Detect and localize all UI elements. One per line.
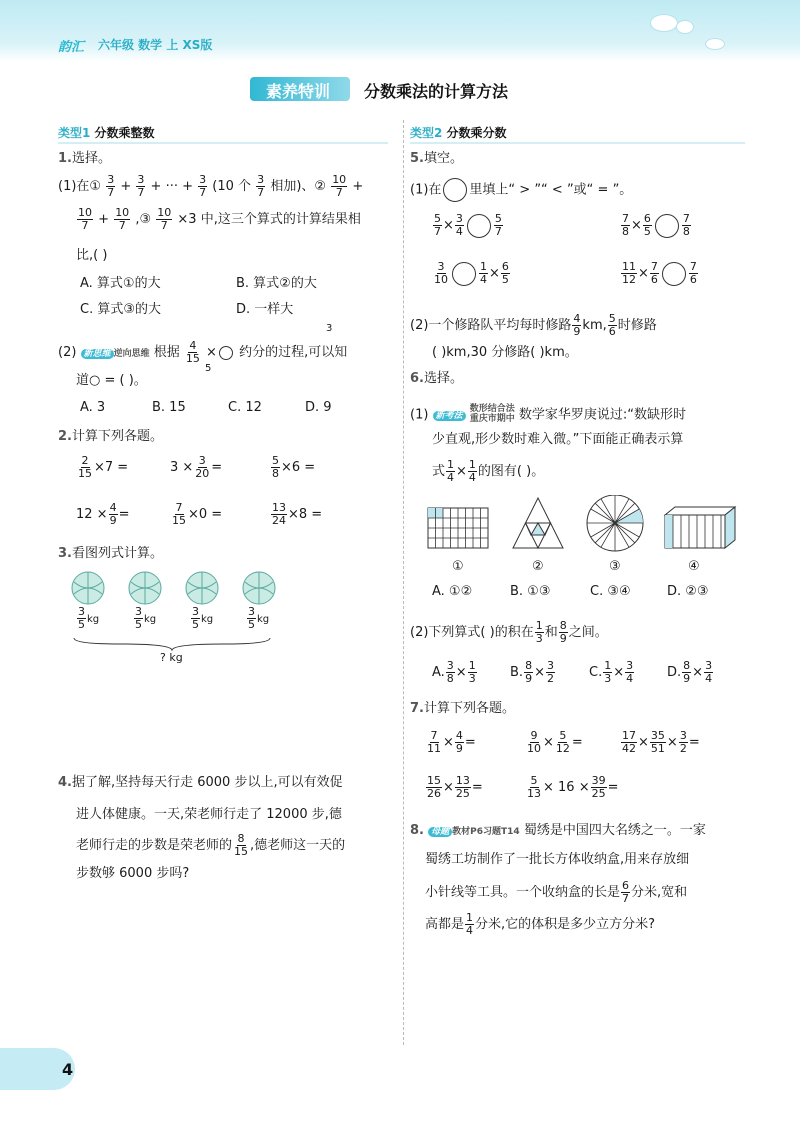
q6-part1-line2: 少直观,形少数时难入微。”下面能正确表示算 <box>432 432 684 447</box>
page-title: 分数乘法的计算方法 <box>364 82 509 101</box>
q7-expression: $\frac{5}{13}$ × 16 × $\frac{39}{25}$ = <box>527 774 619 801</box>
q2-expression: $\frac{13}{24}$ ×8 = <box>272 501 323 528</box>
ball-weight-label: $\frac{3}{5}$ kg <box>78 605 100 632</box>
q1-part2-option-a: A. 3 <box>80 400 106 415</box>
fraction: $\frac{4}{15}$ <box>185 339 200 366</box>
page-number: 4 <box>62 1060 74 1079</box>
total-brace <box>74 638 270 650</box>
q6-part2-line: (2)下列算式( )的积在 $\frac{1}{3}$ 和 $\frac{8}{9}$ 之间。 <box>410 619 608 646</box>
q1-option-b: B. 算式②的大 <box>236 276 317 291</box>
yarn-ball-icon <box>129 572 161 604</box>
q1-part2-line2: 道○ = ( )。 <box>76 373 147 388</box>
q7-expression: $\frac{15}{26}$ × $\frac{13}{25}$ = <box>427 774 483 801</box>
q5-part1-instruction: (1)在 里填上“ > ”“ < ”或“ = ”。 <box>410 178 632 202</box>
grid-figure <box>428 508 488 548</box>
q1-part1-line3: 比,( ) <box>76 248 108 263</box>
q2-expression: 3 × $\frac{3}{20}$ = <box>170 454 223 481</box>
question-8-line1: 8. 母题 教材P6习题T14 蜀绣是中国四大名绣之一。一家 <box>410 823 706 838</box>
fraction: $\frac{3}{7}$ <box>257 173 265 200</box>
fraction: $\frac{10}{7}$ <box>78 206 92 233</box>
type-title: 分数乘整数 <box>94 126 155 140</box>
circle-figure <box>587 495 643 551</box>
question-4-line3: 老师行走的步数是荣老师的 $\frac{8}{15}$ ,德老师这一天的 <box>76 832 346 859</box>
q1-part1-line1: (1)在① $\frac{3}{7}$ + $\frac{3}{7}$ + ··· + $\frac{3}{7}$ (10 个 $\frac{3}{7}$ 相加)、② $\frac{10}{7}$ + <box>58 173 364 200</box>
type-label: 类型1 <box>58 126 91 140</box>
q6-figures <box>425 495 745 560</box>
q1-option-d: D. 一样大 <box>236 302 294 317</box>
q1-part2-option-b: B. 15 <box>152 400 186 415</box>
book-subtitle: 六年级 数学 上 XS版 <box>98 38 213 52</box>
title-tag-text: 素养特训 <box>266 82 331 101</box>
cancelled-circle <box>219 346 233 360</box>
q6-part1-line1: (1) 新考法 数形结合法 重庆市期中 数学家华罗庚说过:“数缺形时 <box>410 404 686 424</box>
type-title: 分数乘分数 <box>446 126 507 140</box>
q6-part2-option-a: A. $\frac{3}{8}$ × $\frac{1}{3}$ <box>432 659 476 686</box>
q6-option-d: D. ②③ <box>667 584 709 599</box>
q6-part2-option-b: B. $\frac{8}{9}$ × $\frac{3}{2}$ <box>510 659 554 686</box>
figure-label: ④ <box>688 559 700 574</box>
figure-label: ② <box>532 559 544 574</box>
q1-part2-option-c: C. 12 <box>228 400 262 415</box>
q6-part1-line3: 式 $\frac{1}{4}$ × $\frac{1}{4}$ 的图有( )。 <box>432 458 545 485</box>
yarn-ball-icon <box>72 572 104 604</box>
question-4-line1: 4.据了解,坚持每天行走 6000 步以上,可以有效促 <box>58 775 343 790</box>
cloud-decoration <box>650 14 678 32</box>
fraction: $\frac{10}{7}$ <box>332 173 347 200</box>
mother-question-badge: 母题 <box>428 827 452 837</box>
total-weight-question: ? kg <box>160 651 183 664</box>
q2-expression: $\frac{2}{15}$ ×7 = <box>78 454 129 481</box>
type-heading-left <box>58 124 155 141</box>
fraction: $\frac{3}{7}$ <box>137 173 145 200</box>
q7-expression: $\frac{7}{11}$ × $\frac{4}{9}$ = <box>427 729 476 756</box>
type-underline <box>58 142 388 144</box>
q1-option-c: C. 算式③的大 <box>80 302 161 317</box>
q5-compare-item: $\frac{11}{12}$ × $\frac{7}{6}$ $\frac{7}{6}$ <box>622 260 697 287</box>
yarn-ball-icon <box>243 572 275 604</box>
q5-compare-item: $\frac{7}{8}$ × $\frac{6}{5}$ $\frac{7}{8}$ <box>622 212 690 239</box>
answer-circle[interactable] <box>443 178 467 202</box>
q2-expression: $\frac{5}{8}$ ×6 = <box>272 454 316 481</box>
question-3-heading: 3.看图列式计算。 <box>58 546 163 561</box>
q1-part2-option-d: D. 9 <box>305 400 332 415</box>
fraction: $\frac{10}{7}$ <box>157 206 172 233</box>
yarn-ball-icon <box>186 572 218 604</box>
q1-part1-line2: $\frac{10}{7}$ + $\frac{10}{7}$ ,③ $\frac{10}{7}$ ×3 中,这三个算式的计算结果相 <box>78 206 361 233</box>
question-5-heading: 5.填空。 <box>410 151 463 166</box>
q5-part2-line1: (2)一个修路队平均每时修路 $\frac{4}{9}$ km, $\frac{5}{6}$ 时修路 <box>410 312 657 339</box>
q5-part2-line2: ( )km,30 分修路( )km。 <box>432 345 578 360</box>
question-4-line4: 步数够 6000 步吗? <box>76 866 190 881</box>
cloud-decoration <box>705 38 725 50</box>
q2-expression: 12 × $\frac{4}{9}$ = <box>76 501 130 528</box>
ball-weight-label: $\frac{3}{5}$ kg <box>248 605 270 632</box>
q5-compare-item: $\frac{5}{7}$ × $\frac{3}{4}$ $\frac{5}{7}$ <box>434 212 502 239</box>
type-underline <box>410 142 745 144</box>
column-divider <box>403 120 404 1045</box>
cancel-top-number: 3 <box>326 323 333 334</box>
q7-expression: $\frac{9}{10}$ × $\frac{5}{12}$ = <box>527 729 583 756</box>
type-label: 类型2 <box>410 126 443 140</box>
new-method-badge: 新考法 <box>433 411 466 421</box>
answer-circle[interactable] <box>662 262 686 286</box>
new-thinking-badge: 新思维 <box>81 349 114 359</box>
q6-option-a: A. ①② <box>432 584 473 599</box>
answer-circle[interactable] <box>655 214 679 238</box>
answer-circle[interactable] <box>467 214 491 238</box>
cancel-bottom-number: 5 <box>205 363 212 374</box>
fraction: $\frac{10}{7}$ <box>115 206 130 233</box>
ball-weight-label: $\frac{3}{5}$ kg <box>135 605 157 632</box>
question-1-heading: 1.选择。 <box>58 151 111 166</box>
q6-option-c: C. ③④ <box>590 584 631 599</box>
q2-expression: $\frac{7}{15}$ ×0 = <box>172 501 223 528</box>
triangle-figure <box>513 498 563 548</box>
q5-compare-item: $\frac{3}{10}$ $\frac{1}{4}$ × $\frac{6}{5}$ <box>434 260 509 287</box>
series-logo: 韵汇 <box>58 40 85 55</box>
question-8-line3: 小针线等工具。一个收纳盒的长是 $\frac{6}{7}$ 分米,宽和 <box>425 879 688 906</box>
fraction: $\frac{3}{7}$ <box>107 173 115 200</box>
question-8-line2: 蜀绣工坊制作了一批长方体收纳盒,用来存放细 <box>425 852 690 867</box>
question-2-heading: 2.计算下列各题。 <box>58 429 163 444</box>
question-4-line2: 进人体健康。一天,荣老师行走了 12000 步,德 <box>76 807 342 822</box>
ball-weight-label: $\frac{3}{5}$ kg <box>192 605 214 632</box>
cloud-decoration <box>676 20 694 34</box>
q1-part2-line1: (2) 新思维 逆向思维 根据 $\frac{4}{15}$ × 约分的过程,可以知 <box>58 339 348 366</box>
q1-option-a: A. 算式①的大 <box>80 276 161 291</box>
answer-circle[interactable] <box>452 262 476 286</box>
q6-option-b: B. ①③ <box>510 584 551 599</box>
q6-part2-option-d: D. $\frac{8}{9}$ × $\frac{3}{4}$ <box>667 659 713 686</box>
q6-part2-option-c: C. $\frac{1}{3}$ × $\frac{3}{4}$ <box>589 659 634 686</box>
question-6-heading: 6.选择。 <box>410 371 463 386</box>
type-heading-right <box>410 124 507 141</box>
question-8-line4: 高都是 $\frac{1}{4}$ 分米,它的体积是多少立方分米? <box>425 911 656 938</box>
figure-label: ③ <box>609 559 621 574</box>
figure-label: ① <box>452 559 464 574</box>
fraction: $\frac{3}{7}$ <box>199 173 207 200</box>
question-7-heading: 7.计算下列各题。 <box>410 701 515 716</box>
q7-expression: $\frac{17}{42}$ × $\frac{35}{51}$ × $\frac{3}{2}$ = <box>622 729 700 756</box>
cuboid-figure <box>665 507 735 548</box>
